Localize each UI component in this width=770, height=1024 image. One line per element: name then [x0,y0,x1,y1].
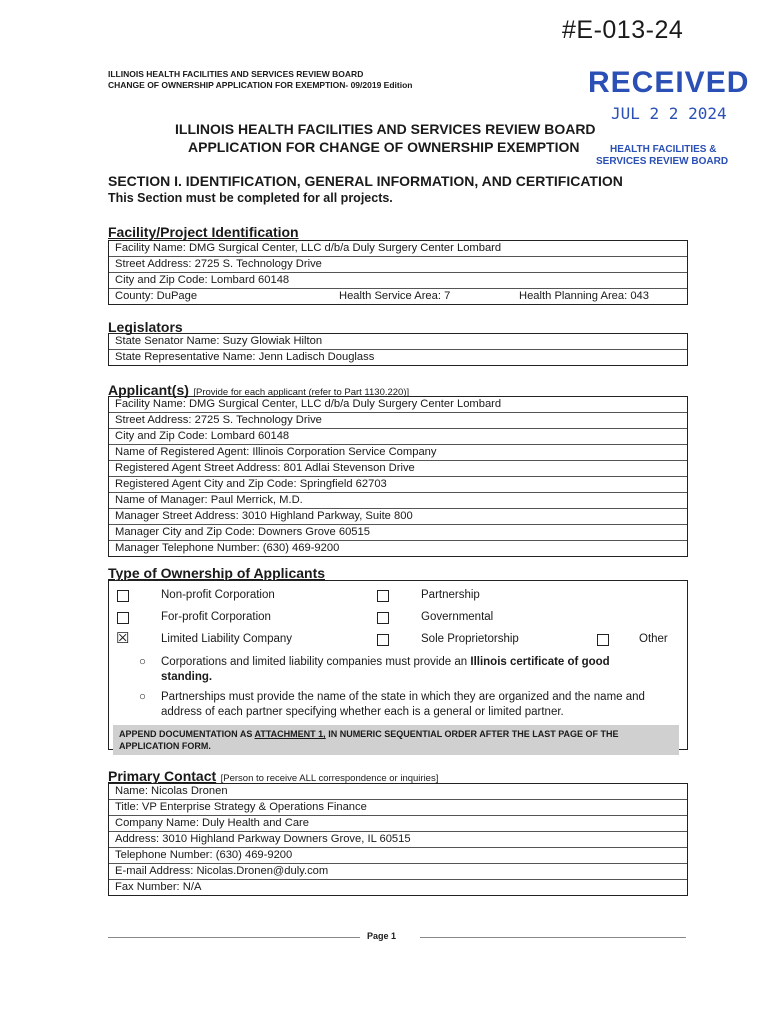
facility-name: Facility Name: DMG Surgical Center, LLC d/b/a Duly Surgery Center Lombard [109,241,687,257]
ownership-heading: Type of Ownership of Applicants [108,565,326,581]
header-line-2: CHANGE OF OWNERSHIP APPLICATION FOR EXEMPTION- 09/2019 Edition [108,80,413,90]
legislators-heading: Legislators [108,319,183,335]
forprofit-checkbox[interactable] [117,612,129,624]
applicant-row: Manager City and Zip Code: Downers Grove 60515 [109,525,687,541]
contact-row: Company Name: Duly Health and Care [109,816,687,832]
title-line-1: ILLINOIS HEALTH FACILITIES AND SERVICES REVIEW BOARD [175,121,596,137]
contact-row: E-mail Address: Nicolas.Dronen@duly.com [109,864,687,880]
governmental-label: Governmental [421,611,494,623]
other-label: Other [639,633,668,645]
facility-heading: Facility/Project Identification [108,224,299,240]
section-note: This Section must be completed for all projects. [108,191,393,205]
applicant-row: City and Zip Code: Lombard 60148 [109,429,687,445]
contact-row: Telephone Number: (630) 469-9200 [109,848,687,864]
facility-county-row [109,289,687,304]
applicant-row: Manager Telephone Number: (630) 469-9200 [115,542,340,554]
state-senator: State Senator Name: Suzy Glowiak Hilton [109,334,687,350]
contact-row: Title: VP Enterprise Strategy & Operations Finance [109,800,687,816]
facility-hsa: Health Service Area: 7 [339,290,451,302]
contact-note: [Person to receive ALL correspondence or inquiries] [220,773,439,784]
partnership-checkbox[interactable] [377,590,389,602]
footer-rule-right [420,937,686,938]
append-note: APPEND DOCUMENTATION AS ATTACHMENT 1, IN NUMERIC SEQUENTIAL ORDER AFTER THE LAST PAGE OF THE APPLICATION FORM. [113,725,679,755]
contact-row: Fax Number: N/A [115,881,202,893]
sole-label: Sole Proprietorship [421,633,519,645]
applicants-table [108,396,688,557]
applicant-row: Facility Name: DMG Surgical Center, LLC d/b/a Duly Surgery Center Lombard [109,397,687,413]
contact-table [108,783,688,896]
llc-label: Limited Liability Company [161,633,293,645]
contact-heading: Primary Contact [108,768,217,784]
facility-table [108,240,688,305]
title-line-2: APPLICATION FOR CHANGE OF OWNERSHIP EXEMPTION [188,139,580,155]
other-checkbox[interactable] [597,634,609,646]
applicant-row: Manager Street Address: 3010 Highland Parkway, Suite 800 [109,509,687,525]
bullet-dot-1: ○ [139,656,146,668]
facility-hpa: Health Planning Area: 043 [519,290,649,302]
bullet-2: Partnerships must provide the name of the state in which they are organized and the name and address of each partner specifying whether each is a general or limited partner. [161,691,645,718]
nonprofit-label: Non-profit Corporation [161,589,275,601]
stamp-line-2: SERVICES REVIEW BOARD [596,156,729,167]
governmental-checkbox[interactable] [377,612,389,624]
forprofit-label: For-profit Corporation [161,611,271,623]
section-heading: SECTION I. IDENTIFICATION, GENERAL INFORMATION, AND CERTIFICATION [108,173,623,189]
document-number: #E-013-24 [562,16,684,44]
received-stamp: RECEIVED [588,66,750,99]
state-representative: State Representative Name: Jenn Ladisch Douglass [115,351,375,363]
contact-row: Address: 3010 Highland Parkway Downers Grove, IL 60515 [109,832,687,848]
ownership-box [108,580,688,750]
bullet-dot-2: ○ [139,691,146,703]
applicant-row: Registered Agent Street Address: 801 Adlai Stevenson Drive [109,461,687,477]
nonprofit-checkbox[interactable] [117,590,129,602]
applicant-row: Registered Agent City and Zip Code: Springfield 62703 [109,477,687,493]
llc-checkbox-checked[interactable]: ☒ [116,630,130,647]
applicants-heading: Applicant(s) [108,382,189,398]
legislators-table [108,333,688,366]
applicant-row: Street Address: 2725 S. Technology Drive [109,413,687,429]
facility-county: County: DuPage [115,290,198,302]
contact-row: Name: Nicolas Dronen [109,784,687,800]
received-date: JUL 2 2 2024 [611,104,727,123]
facility-street: Street Address: 2725 S. Technology Drive [109,257,687,273]
page-number: Page 1 [367,931,397,941]
footer-rule-left [108,937,360,938]
applicant-row: Name of Manager: Paul Merrick, M.D. [109,493,687,509]
applicants-note: [Provide for each applicant (refer to Part 1130.220)] [193,387,410,398]
applicant-row: Name of Registered Agent: Illinois Corporation Service Company [109,445,687,461]
stamp-line-1: HEALTH FACILITIES & [610,144,717,155]
bullet-1: Corporations and limited liability companies must provide an Illinois certificate of good standing. [161,656,610,683]
facility-city: City and Zip Code: Lombard 60148 [109,273,687,289]
header-line-1: ILLINOIS HEALTH FACILITIES AND SERVICES REVIEW BOARD [108,69,364,79]
partnership-label: Partnership [421,589,480,601]
sole-checkbox[interactable] [377,634,389,646]
